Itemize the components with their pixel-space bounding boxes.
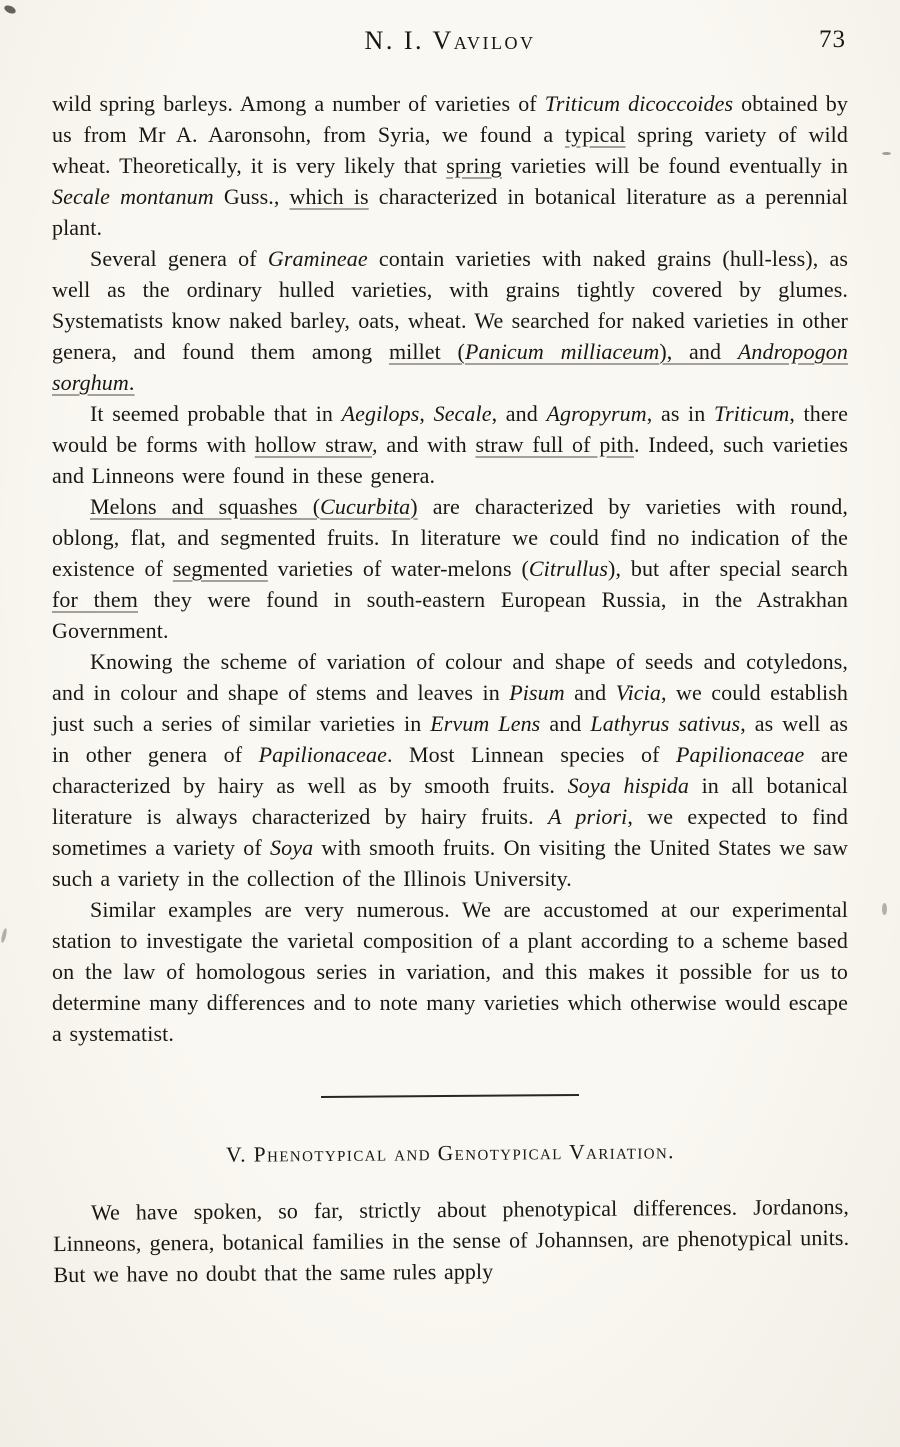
- section-block: [52, 1092, 849, 1290]
- text-run: millet (: [388, 339, 465, 364]
- text-run: , as well as in other genera of: [52, 711, 849, 767]
- scan-speck-icon: [882, 152, 891, 155]
- text-run: they were found in south-eastern European Russia, in the Astrakhan Government.: [52, 587, 848, 643]
- paragraph: [52, 646, 848, 894]
- italic-text: Cucurbita: [320, 494, 411, 519]
- italic-text: Triticum dicoccoides: [544, 91, 734, 116]
- text-run: obtained by us from Mr A. Aaronsohn, from Syria, we found a: [52, 91, 848, 147]
- text-run: . Most Linnean species of: [386, 742, 676, 767]
- paragraph: [52, 894, 848, 1049]
- scan-speck-icon: [0, 928, 8, 944]
- text-run: which is: [289, 184, 369, 209]
- italic-text: Gramineae: [267, 246, 368, 271]
- text-run: , and with: [372, 432, 476, 457]
- scan-speck-icon: [3, 4, 17, 15]
- text-run: Several genera of: [90, 246, 268, 271]
- text-run: , we expected to find sometimes a variety of: [52, 804, 848, 860]
- text-run: We have spoken, so far, strictly about phenotypical differences. Jordanons, Linneons, genera, botanical families in the sense of Johannsen, are phenotypical units. But we have no doubt that the same rules apply: [53, 1193, 850, 1288]
- italic-text: Soya hispida: [567, 773, 689, 798]
- italic-text: Ervum Lens: [430, 711, 541, 736]
- italic-text: Secale montanum: [52, 184, 214, 209]
- text-run: typical: [564, 122, 626, 147]
- italic-text: Citrullus: [528, 556, 609, 581]
- text-run: are characterized by varieties with round, oblong, flat, and segmented fruits. In literature we could find no indication of the existence of: [52, 494, 849, 581]
- text-run: ,: [419, 401, 434, 426]
- text-run: spring: [446, 153, 502, 178]
- text-run: Similar examples are very numerous. We are accustomed at our experimental station to investigate the varietal composition of a plant according to a scheme based on the law of homologous series in variation, and this makes it possible for us to determine many differences and to note many varieties which otherwise would escape a systematist.: [52, 897, 848, 1046]
- italic-text: Vicia: [615, 680, 661, 705]
- text-run: and: [564, 680, 616, 705]
- text-run: , as in: [646, 401, 714, 426]
- section-divider: [321, 1094, 579, 1098]
- italic-text: Secale: [433, 401, 492, 426]
- text-run: wild spring barleys. Among a number of varieties of: [52, 91, 545, 116]
- text-run: , and: [491, 401, 547, 426]
- page-header: [52, 26, 848, 62]
- text-run: contain varieties with naked grains (hull-less), as well as the ordinary hulled varieties, with grains tightly covered by glumes. Systematists know naked barley, oats, wheat. We searched for naked varieties in other genera, and found them among: [52, 246, 848, 364]
- section-text-block: [53, 1191, 850, 1290]
- italic-text: A priori: [547, 804, 628, 829]
- italic-text: Papilionaceae: [258, 742, 387, 767]
- text-run: in all botanical literature is always characterized by hairy fruits.: [52, 773, 848, 829]
- text-run: ), and: [659, 339, 738, 364]
- text-run: , there would be forms with: [52, 401, 848, 457]
- running-title: N. I. Vavilov: [364, 26, 536, 55]
- scan-speck-icon: [882, 903, 887, 915]
- paragraph: [52, 243, 848, 398]
- italic-text: Pisum: [509, 680, 565, 705]
- text-run: ), but after special search: [608, 556, 848, 581]
- text-run: .: [128, 370, 135, 395]
- italic-text: Andropogon sorghum: [52, 339, 849, 395]
- italic-text: Lathyrus sativus: [590, 711, 741, 736]
- text-run: are characterized by hairy as well as by smooth fruits.: [52, 742, 848, 798]
- italic-text: Papilionaceae: [676, 742, 805, 767]
- text-run: Guss.,: [213, 184, 290, 209]
- text-run: for them: [52, 587, 138, 612]
- italic-text: Aegilops: [341, 401, 420, 426]
- text-run: and: [540, 711, 591, 736]
- paragraph: [52, 491, 848, 646]
- text-run: hollow straw: [254, 432, 372, 457]
- text-run: segmented: [172, 556, 268, 581]
- text-run: It seemed probable that in: [90, 401, 342, 426]
- italic-text: Agropyrum: [546, 401, 647, 426]
- paragraph: [52, 88, 848, 243]
- text-run: , we could establish just such a series of similar varieties in: [52, 680, 848, 736]
- paragraph: [53, 1191, 850, 1290]
- text-run: . Indeed, such varieties and Linneons were found in these genera.: [52, 432, 849, 488]
- text-run: Knowing the scheme of variation of colour and shape of seeds and cotyledons, and in colour and shape of stems and leaves in: [52, 649, 848, 705]
- paragraph: [52, 398, 848, 491]
- text-run: characterized in botanical literature as a perennial plant.: [52, 184, 849, 240]
- text-run: straw full of pith: [475, 432, 634, 457]
- text-run: ): [410, 494, 418, 519]
- text-run: with smooth fruits. On visiting the United States we saw such a variety in the collection of the Illinois University.: [52, 835, 848, 891]
- section-heading: V. Phenotypical and Genotypical Variation.: [225, 1139, 675, 1167]
- text-run: varieties of water-melons (: [267, 556, 529, 581]
- italic-text: Triticum: [713, 401, 790, 426]
- italic-text: Panicum milliaceum: [464, 339, 660, 364]
- text-run: spring variety of wild wheat. Theoretically, it is very likely that: [52, 122, 848, 178]
- main-text-block: [52, 88, 848, 1049]
- text-run: Melons and squashes (: [90, 494, 321, 519]
- page-number: 73: [819, 26, 846, 53]
- text-run: varieties will be found eventually in: [501, 153, 848, 178]
- italic-text: Soya: [270, 835, 314, 860]
